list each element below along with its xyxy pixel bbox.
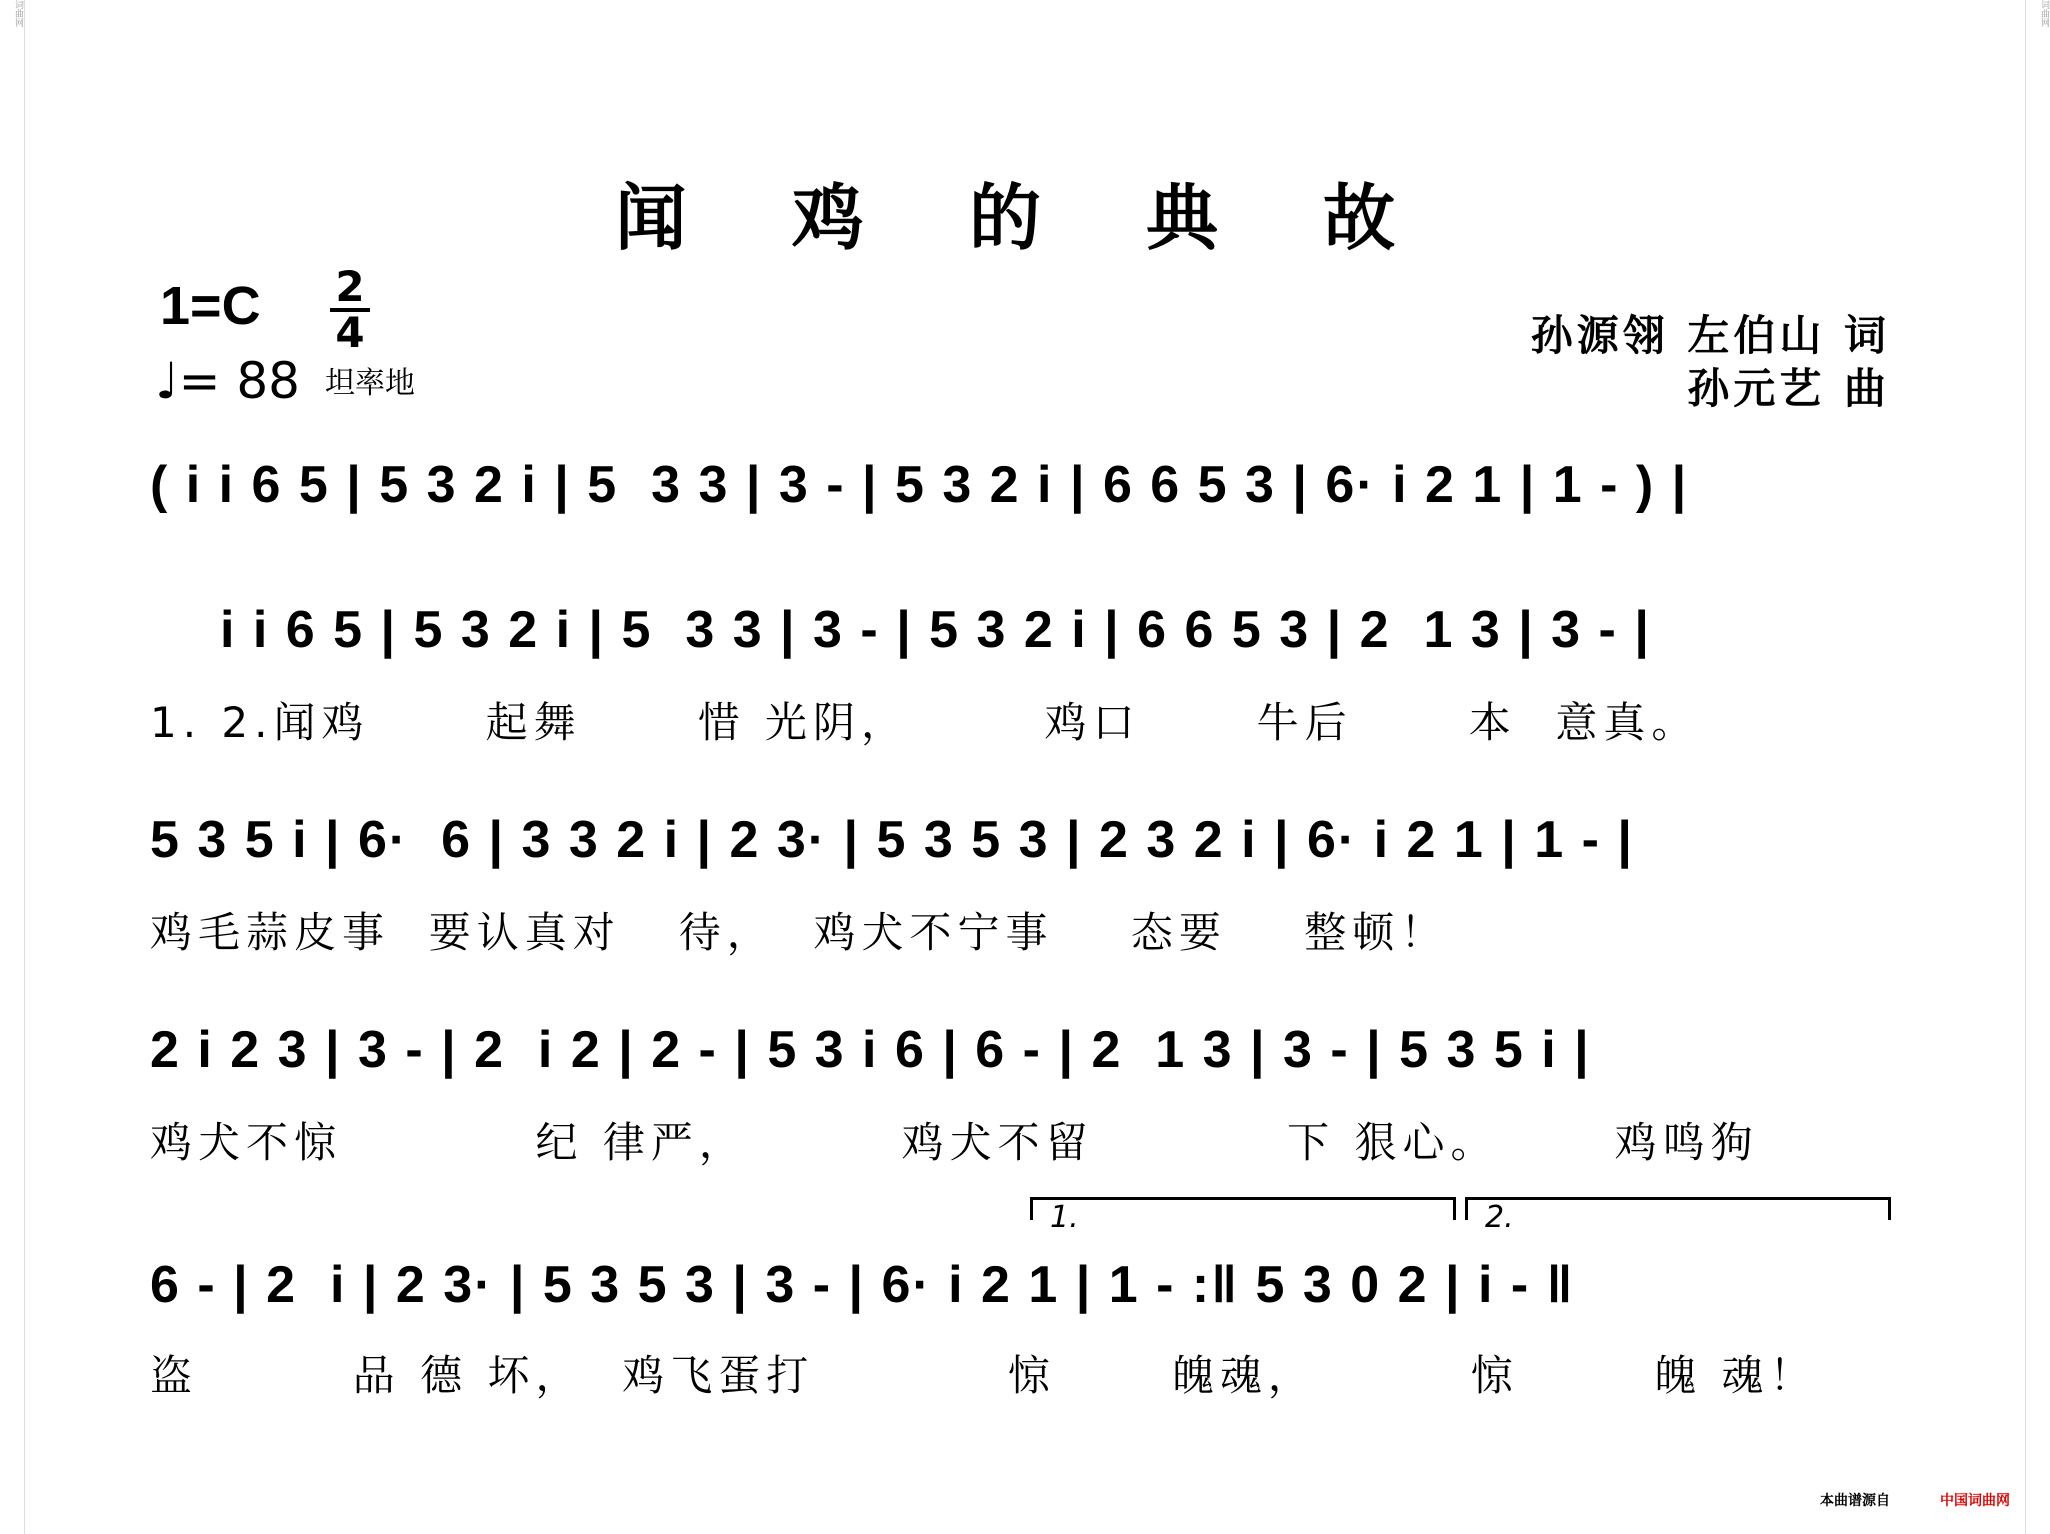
volta-bracket-first [1030,1197,1456,1220]
volta-second-label: 2. [1485,1200,1514,1235]
tempo-marking: ♩= 88 [155,352,300,410]
lyric-line: 1. 2.闻鸡 起舞 惜 光阴， 鸡口 牛后 本 意真。 [150,698,1700,747]
key-signature: 1=C [160,276,261,336]
volta-bracket-second [1465,1197,1891,1220]
time-signature [330,262,370,357]
side-watermark-right: 词曲网 [2025,0,2050,1534]
volta-first-label: 1. [1050,1200,1079,1235]
notation-line: 5 3 5 i | 6· 6 | 3 3 2 i | 2 3· | 5 3 5 3 | 2 3 2 i | 6· i 2 1 | 1 - | [150,811,1634,869]
notation-line: ( i i 6 5 | 5 3 2 i | 5 3 3 | 3 - | 5 3 2 i | 6 6 5 3 | 6· i 2 1 | 1 - ) | [150,456,1689,514]
lyric-line: 鸡犬不惊 纪 律严， 鸡犬不留 下 狠心。 鸡鸣狗 [150,1118,1759,1167]
time-signature-bottom: 4 [335,308,365,357]
side-watermark-left: 词曲网 [0,0,25,1534]
lyric-line: 鸡毛蒜皮事 要认真对 待， 鸡犬不宁事 态要 整顿！ [150,908,1449,957]
lyric-line: 盗 品 德 坏， 鸡飞蛋打 惊 魄魂， 惊 魄 魂！ [150,1351,1818,1400]
lyricist-credit: 孙源翎 左伯山 词 [1530,311,1890,360]
composer-credit: 孙元艺 曲 [1687,364,1890,413]
notation-line: 6 - | 2 i | 2 3· | 5 3 5 3 | 3 - | 6· i 2 1 | 1 - :‖ 5 3 0 2 | i - ‖ [150,1256,1575,1314]
notation-line: i i 6 5 | 5 3 2 i | 5 3 3 | 3 - | 5 3 2 i | 6 6 5 3 | 2 1 3 | 3 - | [220,601,1651,659]
time-signature-top: 2 [335,262,365,311]
tempo-style: 坦率地 [325,366,415,401]
footer-site-link[interactable]: 中国词曲网 [1940,1493,2010,1509]
song-title: 闻 鸡 的 典 故 [614,175,1436,260]
notation-line: 2 i 2 3 | 3 - | 2 i 2 | 2 - | 5 3 i 6 | 6 - | 2 1 3 | 3 - | 5 3 5 i | [150,1021,1591,1079]
footer-source: 本曲谱源自 [1820,1493,1890,1509]
